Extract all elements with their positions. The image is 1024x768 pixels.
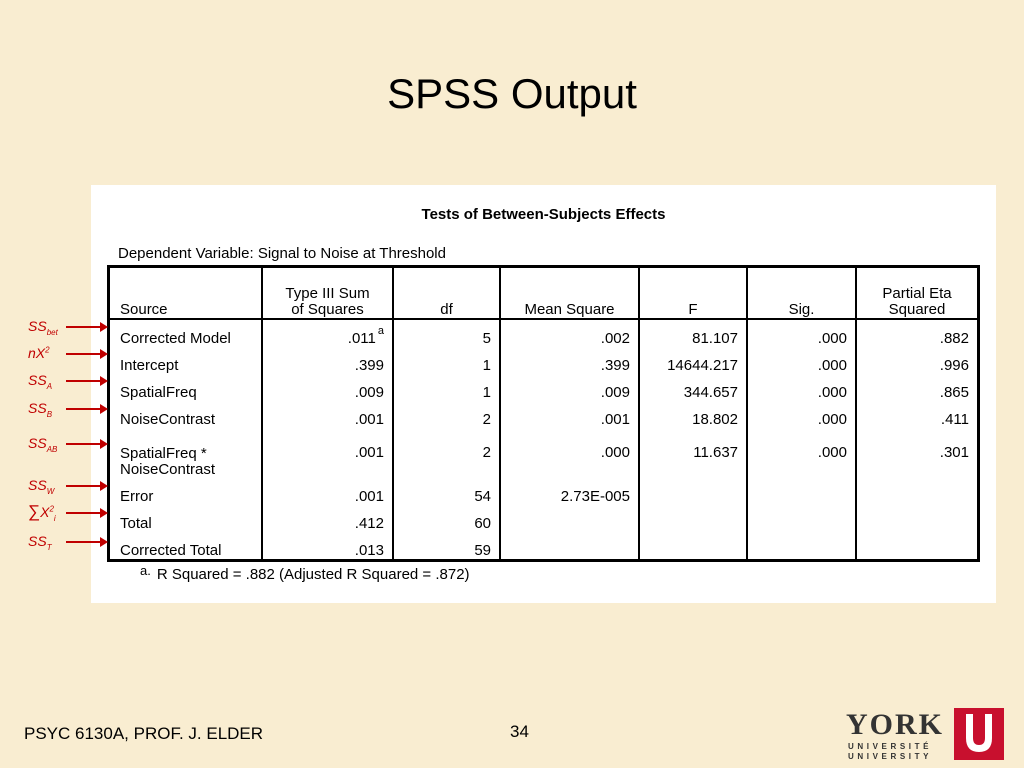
row-df: 54: [393, 478, 500, 505]
footnote-mark: a.: [140, 563, 151, 578]
row-ms: [500, 505, 639, 532]
row-df: 1: [393, 374, 500, 401]
row-sig: [747, 532, 856, 561]
row-source: SpatialFreq * NoiseContrast: [120, 445, 216, 478]
row-f: 14644.217: [639, 347, 747, 374]
arrow-icon: [66, 353, 102, 355]
footer-course-label: PSYC 6130A, PROF. J. ELDER: [24, 724, 264, 743]
arrow-icon: [66, 408, 102, 410]
row-eta: .301: [856, 428, 979, 478]
row-eta: .411: [856, 401, 979, 428]
york-u-icon: [954, 708, 1004, 760]
row-source: Intercept: [120, 357, 179, 374]
row-source: Total: [120, 515, 152, 532]
row-ms: .000: [500, 428, 639, 478]
table-row: [109, 478, 979, 505]
anova-table: [107, 265, 980, 562]
table-row: [109, 532, 979, 561]
row-df: 59: [393, 532, 500, 561]
annotation-sum-x-squared: $\sum X^2_i$: [28, 502, 56, 523]
row-df: 2: [393, 428, 500, 478]
row-eta: .865: [856, 374, 979, 401]
row-ms: 2.73E-005: [500, 478, 639, 505]
table-row: [109, 428, 979, 478]
row-sig: .000: [747, 319, 856, 347]
row-source: Corrected Total: [120, 542, 222, 559]
row-eta: [856, 532, 979, 561]
row-source: Corrected Model: [120, 330, 231, 347]
page-number: 34: [510, 722, 529, 741]
table-title: Tests of Between-Subjects Effects: [421, 206, 666, 223]
row-ss: .412: [262, 505, 393, 532]
row-f: 344.657: [639, 374, 747, 401]
arrow-icon: [66, 443, 102, 445]
arrow-icon: [66, 326, 102, 328]
annotation-n-xbar-squared: $nX^2$: [28, 345, 50, 361]
row-eta: [856, 478, 979, 505]
row-source: Error: [120, 488, 154, 505]
table-row: [109, 347, 979, 374]
row-ms: .399: [500, 347, 639, 374]
annotation-ss-ab: $SS_{AB}$: [28, 435, 58, 454]
row-f: 18.802: [639, 401, 747, 428]
row-ss: .009: [262, 374, 393, 401]
row-sig: .000: [747, 428, 856, 478]
annotation-ss-total: $SS_T$: [28, 533, 52, 552]
table-row: [109, 401, 979, 428]
arrow-icon: [66, 380, 102, 382]
row-ms: .009: [500, 374, 639, 401]
arrow-icon: [66, 541, 102, 543]
row-df: 2: [393, 401, 500, 428]
row-ss: .001: [262, 401, 393, 428]
row-sig: [747, 505, 856, 532]
arrow-icon: [66, 485, 102, 487]
table-row: [109, 319, 979, 347]
row-eta: [856, 505, 979, 532]
row-sig: .000: [747, 401, 856, 428]
table-row: [109, 505, 979, 532]
table-row: [109, 374, 979, 401]
slide-title: SPSS Output: [387, 70, 637, 117]
row-ms: .002: [500, 319, 639, 347]
col-sum-of-squares: Type III Sum of Squares: [262, 267, 393, 320]
row-ss: .001: [262, 478, 393, 505]
annotation-ss-a: $SS_A$: [28, 372, 53, 391]
annotation-ss-within: $SS_W$: [28, 477, 55, 496]
row-f: 81.107: [639, 319, 747, 347]
table-footnote: [140, 563, 470, 583]
row-sig: .000: [747, 347, 856, 374]
col-sig: Sig.: [747, 267, 856, 320]
col-source: Source: [109, 267, 263, 320]
dependent-variable-label: Dependent Variable: Signal to Noise at Threshold: [118, 245, 446, 262]
col-f: F: [639, 267, 747, 320]
row-f: [639, 532, 747, 561]
row-ms: [500, 532, 639, 561]
table-header-row: [109, 267, 979, 320]
annotation-ss-between: $SS_{bet}$: [28, 318, 58, 337]
footnote-text: R Squared = .882 (Adjusted R Squared = .872): [156, 566, 470, 583]
row-f: [639, 505, 747, 532]
row-f: 11.637: [639, 428, 747, 478]
arrow-icon: [66, 512, 102, 514]
row-ss: .399: [262, 347, 393, 374]
row-ss: .013: [262, 532, 393, 561]
row-f: [639, 478, 747, 505]
row-ss: .001: [262, 428, 393, 478]
row-sig: .000: [747, 374, 856, 401]
row-df: 1: [393, 347, 500, 374]
row-source: SpatialFreq: [120, 384, 197, 401]
row-df: 5: [393, 319, 500, 347]
row-ms: .001: [500, 401, 639, 428]
row-eta: .996: [856, 347, 979, 374]
col-df: df: [393, 267, 500, 320]
logo-line-french: UNIVERSITÉ: [848, 742, 933, 751]
footnote-marker: a: [377, 325, 384, 337]
row-ss: .011 $^a$: [262, 319, 393, 347]
annotation-ss-b: $SS_B$: [28, 400, 53, 419]
logo-line-english: UNIVERSITY: [848, 752, 933, 761]
col-partial-eta-squared: Partial Eta Squared: [856, 267, 979, 320]
york-university-logo: [846, 708, 1006, 760]
row-df: 60: [393, 505, 500, 532]
row-sig: [747, 478, 856, 505]
row-eta: .882: [856, 319, 979, 347]
col-mean-square: Mean Square: [500, 267, 639, 320]
logo-wordmark: YORK: [846, 708, 944, 741]
row-source: NoiseContrast: [120, 411, 216, 428]
